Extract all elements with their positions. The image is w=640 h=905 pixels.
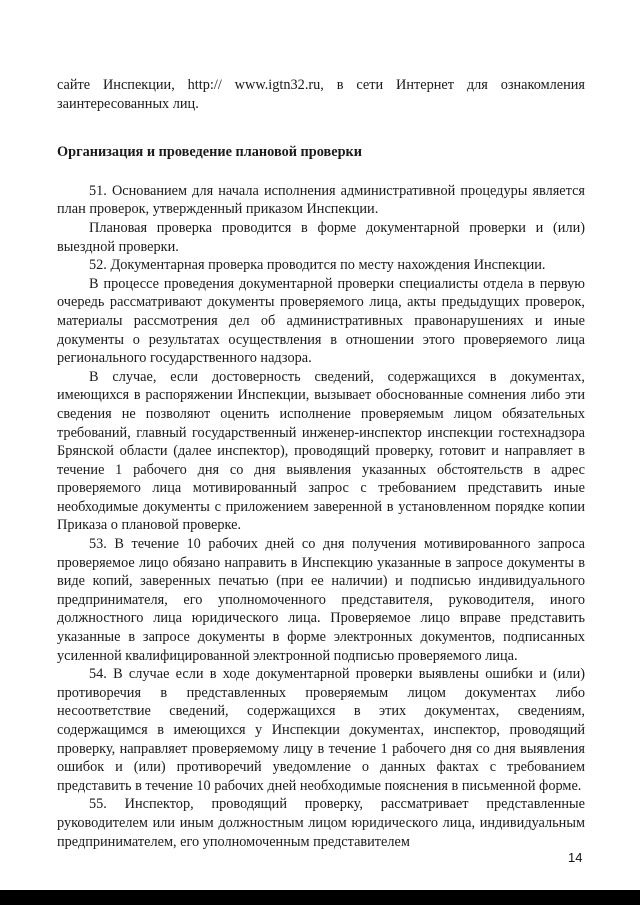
paragraph-52: 52. Документарная проверка проводится по месту нахождения Инспекции.	[89, 257, 546, 274]
paragraph-52-request: В случае, если достоверность сведений, содержащихся в документах, имеющихся в распоряжении Инспекции, вызывает обоснованные сомнения либо эти сведения не позволяют оценить исполнение проверяемым лицом обязательных требований, главный государственный инженер-инспектор инспекции гостехнадзора Брянской области (далее инспектор), проводящий проверку, готовит и направляет в течение 1 рабочего дня со дня выявления указанных обстоятельств в адрес проверяемого лица мотивированный запрос с требованием представить иные необходимые документы с приложением заверенной в установленном порядке копии Приказа о плановой проверке.	[57, 368, 585, 534]
scan-edge-bar	[0, 890, 640, 905]
section-heading: Организация и проведение плановой проверки	[57, 144, 363, 161]
paragraph-55: 55. Инспектор, проводящий проверку, рассматривает представленные руководителем или иным должностным лицом юридического лица, индивидуальным предпринимателем, его уполномоченным представителем	[57, 796, 585, 850]
intro-paragraph: сайте Инспекции, http:// www.igtn32.ru, в сети Интернет для ознакомления заинтересованных лиц.	[57, 77, 585, 112]
paragraph-51-form: Плановая проверка проводится в форме документарной проверки и (или) выездной проверки.	[57, 219, 585, 255]
document-body	[57, 76, 585, 851]
paragraph-52-process: В процессе проведения документарной проверки специалисты отдела в первую очередь рассматривают документы проверяемого лица, акты предыдущих проверок, материалы рассмотрения дел об административных правонарушениях и иные документы о результатах осуществления в отношении этого проверяемого лица регионального государственного надзора.	[57, 275, 585, 367]
paragraph-53: 53. В течение 10 рабочих дней со дня получения мотивированного запроса проверяемое лицо обязано направить в Инспекцию указанные в запросе документы в виде копий, заверенных печатью (при ее наличии) и подписью индивидуального предпринимателя, его уполномоченного представителя, руководителя, иного должностного лица юридического лица. Проверяемое лицо вправе представить указанные в запросе документы в форме электронных документов, подписанных усиленной квалифицированной электронной подписью проверяемого лица.	[57, 536, 585, 664]
paragraph-54: 54. В случае если в ходе документарной проверки выявлены ошибки и (или) противоречия в представленных проверяемым лицом документах либо несоответствие сведений, содержащихся в этих документах, сведениям, содержащимся в имеющихся у Инспекции документах, инспектор, проводящий проверку, направляет проверяемому лицу в течение 1 рабочего дня со дня выявления ошибок и (или) противоречий уведомление о данных фактах с требованием представить в течение 10 рабочих дней необходимые пояснения в письменной форме.	[57, 666, 585, 794]
page-number: 14	[568, 850, 583, 865]
paragraph-51: 51. Основанием для начала исполнения административной процедуры является план проверок, утвержденный приказом Инспекции.	[57, 182, 585, 218]
